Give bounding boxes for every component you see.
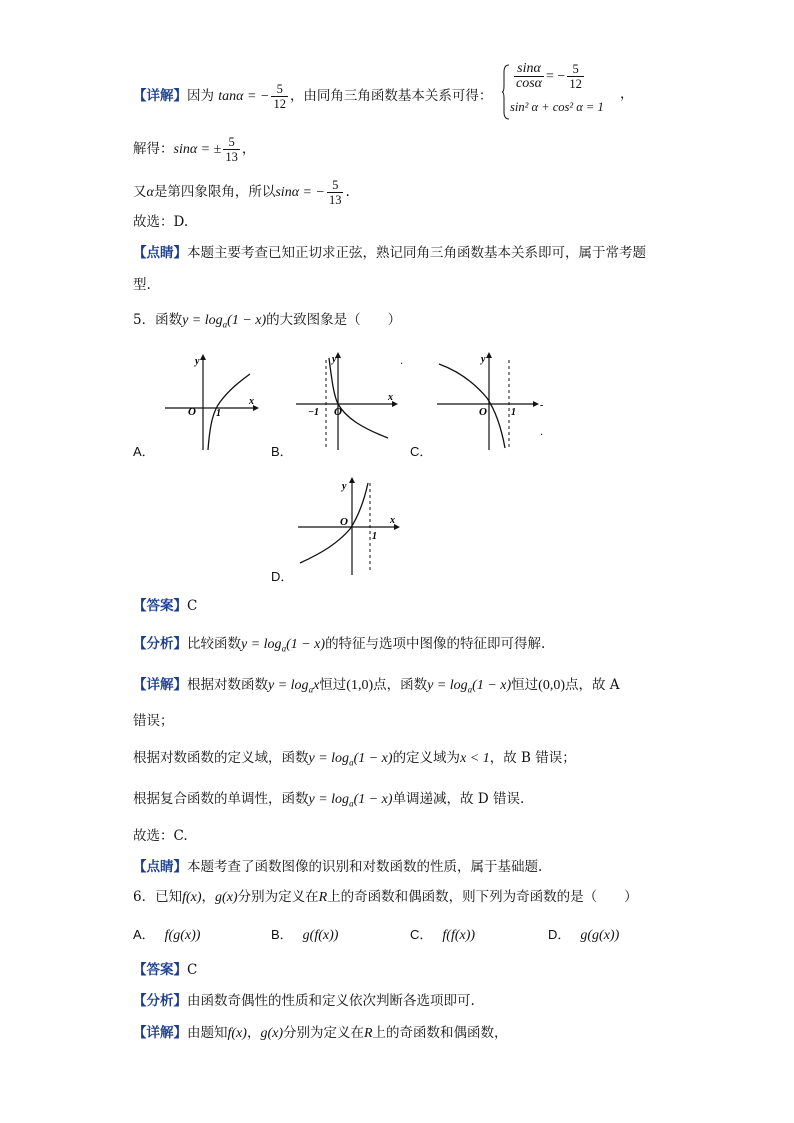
q5-detail-1b: 错误；: [133, 713, 174, 729]
q5-detail-2: 根据对数函数的定义域，函数$y = \log_a(1 - x)$的定义域为x < 1，故 B 错误；: [133, 750, 576, 768]
svg-text:x: x: [390, 515, 395, 526]
q6-option-c[interactable]: C． f(f(x)): [410, 927, 476, 943]
sin-over-cos: $\frac{\sin\alpha}{\cos\alpha}$: [516, 61, 543, 91]
q4-detail-line: 【详解】因为 tanα = − $\frac{5}{12}$ ，由同角三角函数基本关系可得：: [133, 82, 493, 111]
svg-text:1: 1: [216, 408, 221, 419]
q4-quadrant-line: 又α是第四象限角，所以sinα = − $\frac{5}{13}$ .: [133, 178, 350, 207]
q6-option-d[interactable]: D． g(g(x)): [548, 927, 620, 943]
option-a-label[interactable]: A．: [133, 444, 155, 459]
q5-analysis: 【分析】比较函数$y = \log_a(1 - x)$的特征与选项中图像的特征即可得解.: [133, 636, 546, 654]
stray-dot: ·: [400, 359, 404, 370]
graph-b[interactable]: [296, 352, 406, 452]
q6-analysis: 【分析】由函数奇偶性的性质和定义依次判断各选项即可.: [133, 993, 475, 1009]
svg-text:y: y: [342, 481, 347, 492]
q5-stem: 5．函数$y = \log_a(1 - x)$的大致图象是（ ）: [133, 312, 402, 330]
graph-d[interactable]: [298, 477, 408, 577]
svg-text:y: y: [332, 354, 337, 365]
q6-stem: 6．已知f(x)，g(x)分别为定义在R上的奇函数和偶函数，则下列为奇函数的是（ ）: [133, 889, 638, 905]
q6-option-b[interactable]: B． g(f(x)): [271, 927, 339, 943]
system-fraction: $\frac{5}{12}$: [569, 62, 582, 91]
fraction-5-13-neg: $\frac{5}{13}$: [328, 178, 342, 207]
graph-c[interactable]: [437, 352, 552, 452]
q6-option-a[interactable]: A． f(g(x)): [133, 927, 201, 943]
svg-text:y: y: [481, 354, 486, 365]
detail-tag: 【详解】: [133, 88, 187, 104]
option-b-label[interactable]: B．: [271, 444, 293, 459]
svg-text:x: x: [388, 392, 393, 403]
option-d-label[interactable]: D．: [271, 569, 294, 584]
q5-choose: 故选：C.: [133, 828, 188, 844]
svg-text:1: 1: [372, 531, 377, 542]
q4-choose: 故选：D.: [133, 214, 189, 230]
graph-a[interactable]: [165, 352, 265, 452]
tan-expression: tanα = −: [218, 89, 270, 104]
fraction-5-13: $\frac{5}{13}$: [225, 135, 238, 164]
q5-point: 【点睛】本题考查了函数图像的识别和对数函数的性质，属于基础题.: [133, 859, 543, 875]
option-c-label[interactable]: C．: [410, 444, 433, 459]
svg-text:O: O: [188, 406, 196, 418]
svg-text:1: 1: [511, 407, 516, 418]
pythagorean-identity: sin² α + cos² α = 1: [510, 100, 604, 114]
fraction-5-12: $\frac{5}{12}$: [273, 82, 286, 111]
q5-detail-3: 根据复合函数的单调性，函数$y = \log_a(1 - x)$单调递减，故 D 错误.: [133, 791, 525, 809]
svg-text:−1: −1: [308, 407, 320, 418]
q6-answer: 【答案】C: [133, 962, 198, 978]
q4-solve-line: 解得：sinα = ± $\frac{5}{13}$ ，: [133, 135, 256, 164]
q4-point-line-2: 型.: [133, 277, 151, 293]
svg-text:O: O: [334, 406, 342, 418]
svg-text:O: O: [340, 516, 348, 528]
svg-text:x: x: [249, 396, 254, 407]
stray-dash: -: [540, 400, 544, 411]
q4-point-line: 【点睛】本题主要考查已知正切求正弦，熟记同角三角函数基本关系即可，属于常考题: [133, 245, 646, 261]
svg-text:y: y: [195, 356, 200, 367]
q5-detail-1: 【详解】根据对数函数$y = \log_ax$恒过(1,0)点，函数$y = \log_a(1 - x)$恒过(0,0)点，故 A: [133, 677, 620, 695]
system-brace: [502, 64, 510, 120]
q6-detail: 【详解】由题知f(x)，g(x)分别为定义在R上的奇函数和偶函数，: [133, 1025, 508, 1041]
stray-dot-2: ·: [540, 430, 544, 441]
q5-answer: 【答案】C: [133, 598, 198, 614]
svg-text:O: O: [479, 406, 487, 418]
